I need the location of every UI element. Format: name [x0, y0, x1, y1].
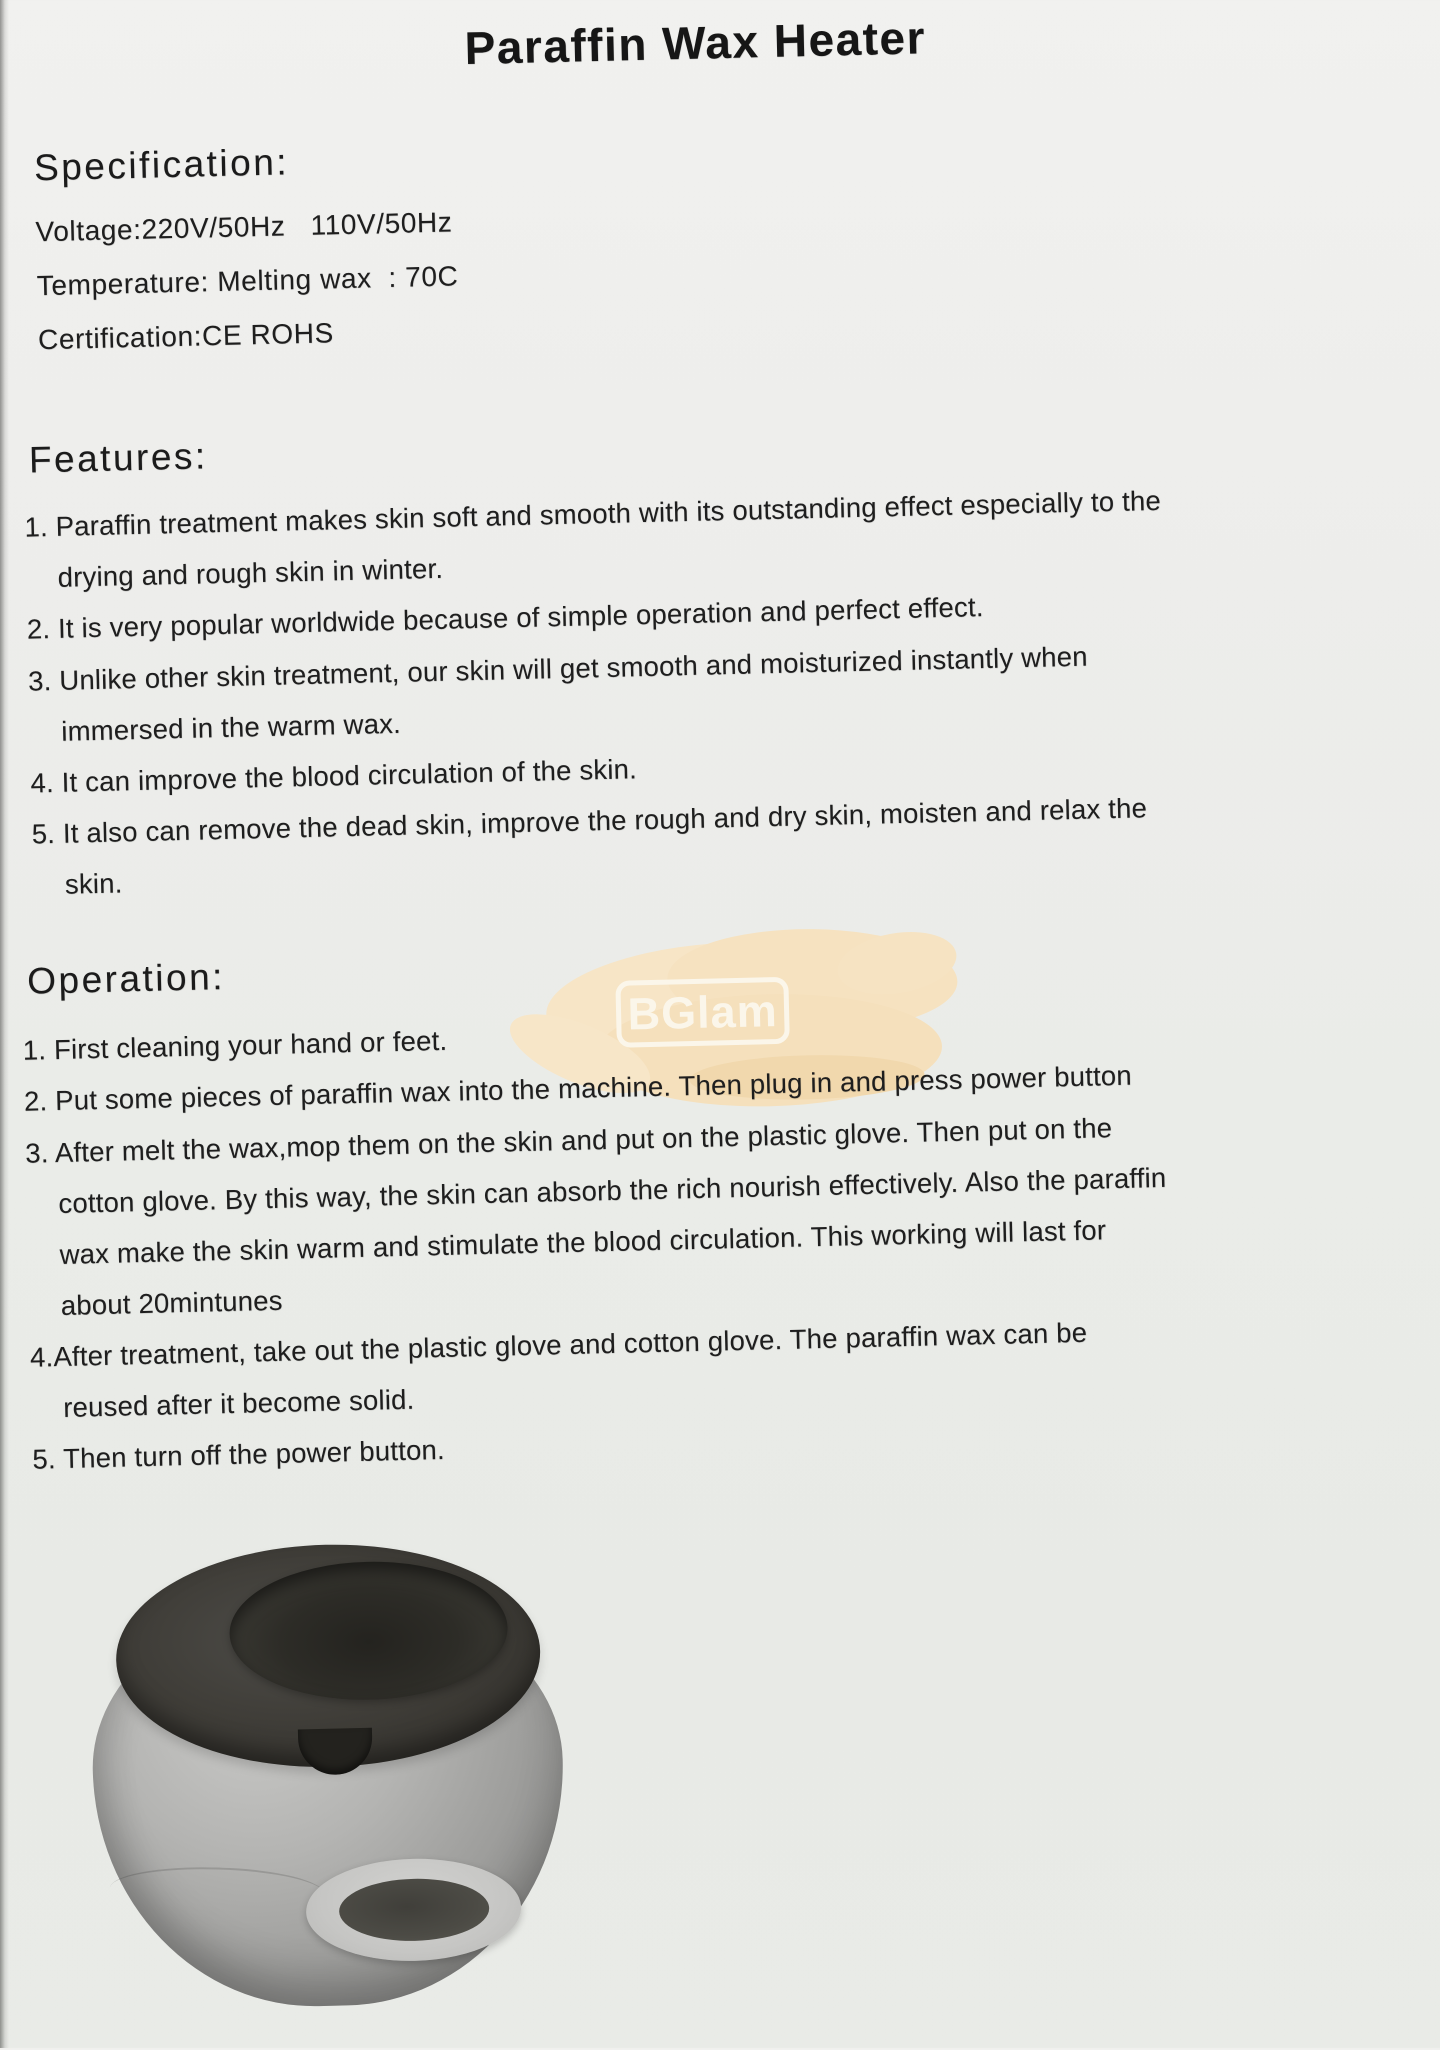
specification-heading: Specification: — [33, 141, 290, 189]
scanner-edge-shadow — [0, 0, 9, 2048]
operation-heading: Operation: — [26, 956, 226, 1002]
item-number: 1. — [22, 1034, 55, 1067]
item-number: 2. — [23, 1085, 56, 1118]
item-text: It can improve the blood circulation of the skin. — [61, 753, 638, 798]
section-features — [0, 407, 1435, 912]
item-number: 1. — [24, 510, 57, 543]
item-number: 5. — [31, 817, 64, 850]
item-text: After melt the wax,mop them on the skin and put on the plastic glove. Then put on the cotton glove. By this way, the skin can absorb the rich nourish effectively. Also the paraffin wax make the skin warm and stimulate the blood circulation. This working will last for about 20mintunes — [54, 1111, 1167, 1321]
item-number: 4. — [29, 1341, 54, 1373]
item-text: First cleaning your hand or feet. — [53, 1025, 448, 1066]
operation-item — [25, 1094, 1427, 1331]
item-number: 2. — [26, 613, 59, 645]
item-text: Put some pieces of paraffin wax into the machine. Then plug in and press power button — [54, 1060, 1133, 1117]
features-heading: Features: — [28, 435, 209, 481]
spec-line-voltage: Voltage:220V/50Hz 110V/50Hz — [35, 206, 453, 248]
item-text: It is very popular worldwide because of simple operation and perfect effect. — [57, 591, 984, 645]
item-number: 4. — [30, 766, 63, 799]
spec-line-temperature: Temperature: Melting wax : 70C — [36, 260, 459, 302]
item-text: Paraffin treatment makes skin soft and smooth with its outstanding effect especially to the drying and rough skin in winter. — [55, 484, 1162, 594]
item-text: It also can remove the dead skin, improve the rough and dry skin, moisten and relax the skin. — [62, 792, 1148, 900]
item-text: Unlike other skin treatment, our skin will get smooth and moisturized instantly when immersed in the warm wax. — [58, 640, 1089, 747]
watermark-logo-text: BGlam — [626, 985, 779, 1040]
item-text: Then turn off the power button. — [62, 1434, 446, 1475]
specification-lines — [35, 173, 1422, 368]
section-specification — [0, 115, 1422, 369]
product-photo — [76, 1537, 587, 2027]
page-title: Paraffin Wax Heater — [464, 11, 927, 75]
operation-list — [22, 992, 1430, 1485]
spec-line-certification: Certification:CE ROHS — [37, 317, 335, 356]
item-number: 5. — [32, 1443, 64, 1476]
features-list — [24, 469, 1405, 910]
item-text: After treatment, take out the plastic glove and cotton glove. The paraffin wax can be reused after it become solid. — [53, 1316, 1088, 1424]
item-number: 3. — [27, 664, 60, 697]
section-operation — [0, 928, 1440, 1486]
item-number: 3. — [24, 1136, 56, 1169]
